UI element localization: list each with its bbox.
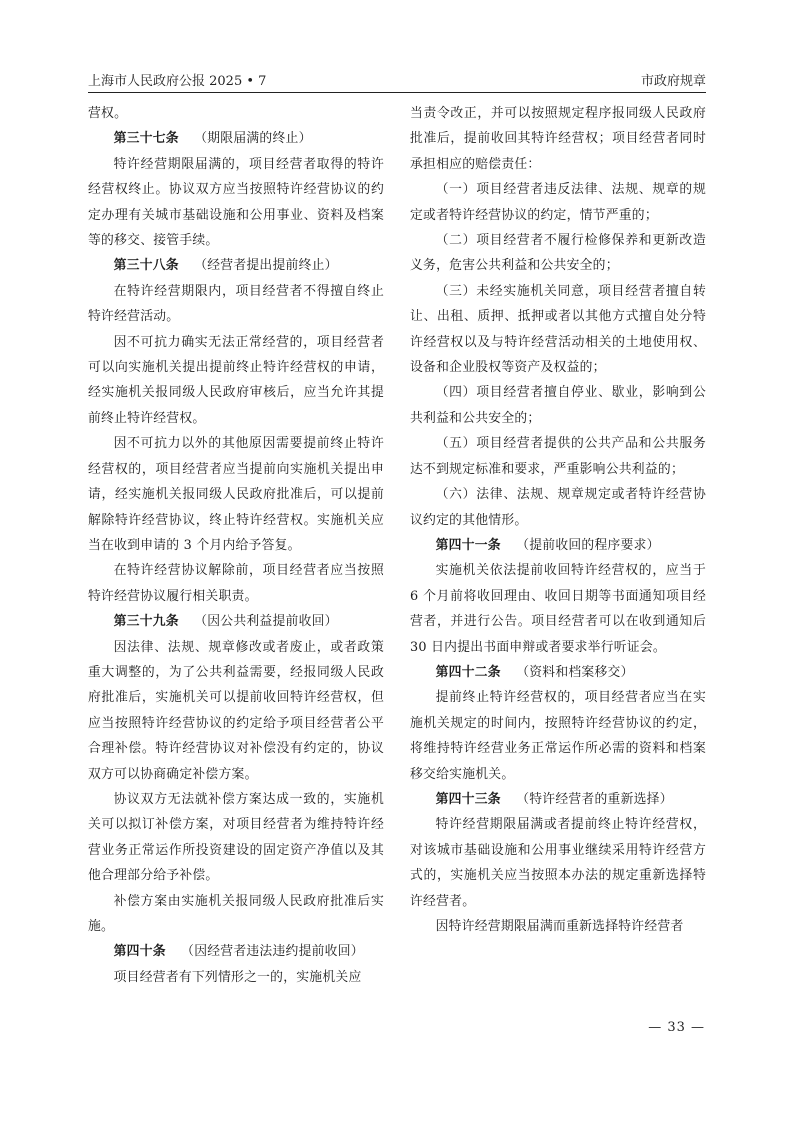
article-title: （特许经营者的重新选择）	[516, 791, 673, 807]
article-heading	[88, 609, 384, 634]
paragraph: 特许经营期限届满或者提前终止特许经营权，对该城市基础设施和公用事业继续采用特许经营方式的，实施机关应当按照本办法的规定重新选择特许经营者。	[410, 817, 706, 909]
paragraph: （一）项目经营者违反法律、法规、规章的规定或者特许经营协议的约定，情节严重的；	[410, 182, 706, 223]
paragraph: 因不可抗力确实无法正常经营的，项目经营者可以向实施机关提出提前终止特许经营权的申请，经实施机关报同级人民政府审核后，应当允许其提前终止特许经营权。	[88, 334, 384, 426]
paragraph: 项目经营者有下列情形之一的，实施机关应	[113, 969, 362, 985]
page-header	[88, 66, 706, 88]
article-title: （因经营者违法违约提前收回）	[181, 944, 364, 960]
article-title: （期限届满的终止）	[194, 131, 312, 147]
article-title: （因公共利益提前收回）	[194, 614, 338, 630]
section-title: 市政府规章	[640, 74, 706, 89]
paragraph: 在特许经营协议解除前，项目经营者应当按照特许经营协议履行相关职责。	[88, 563, 384, 604]
paragraph: 补偿方案由实施机关报同级人民政府批准后实施。	[88, 893, 384, 934]
paragraph: （三）未经实施机关同意，项目经营者擅自转让、出租、质押、抵押或者以其他方式擅自处分特许经营权以及与特许经营活动相关的土地使用权、设备和企业股权等资产及权益的；	[410, 283, 706, 376]
article-number: 第四十一条	[435, 537, 501, 553]
paragraph: （二）项目经营者不履行检修保养和更新改造义务，危害公共利益和公共安全的；	[410, 233, 706, 274]
article-heading	[88, 939, 384, 964]
paragraph: （六）法律、法规、规章规定或者特许经营协议约定的其他情形。	[410, 487, 706, 528]
page-number: — 33 —	[648, 1020, 705, 1035]
article-title: （提前收回的程序要求）	[516, 537, 660, 553]
continued-paragraph: 当责令改正，并可以按照规定程序报同级人民政府批准后，提前收回其特许经营权；项目经营者同时承担相应的赔偿责任：	[410, 106, 706, 172]
right-column	[410, 101, 706, 939]
paragraph: 在特许经营期限内，项目经营者不得擅自终止特许经营活动。	[88, 283, 384, 325]
header-divider	[88, 92, 706, 93]
article-number: 第四十三条	[435, 791, 501, 807]
paragraph: 因不可抗力以外的其他原因需要提前终止特许经营权的，项目经营者应当提前向实施机关提出申请，经实施机关报同级人民政府批准后，可以提前解除特许经营协议，终止特许经营权。实施机关应当在收到申请的 3 个月内给予答复。	[88, 436, 384, 553]
paragraph: （四）项目经营者擅自停业、歇业，影响到公共利益和公共安全的；	[410, 385, 706, 426]
article-number: 第四十二条	[435, 664, 501, 680]
article-heading	[410, 660, 706, 685]
article-title: （经营者提出提前终止）	[194, 258, 338, 274]
article-heading	[88, 253, 384, 278]
continued-paragraph: 营权。	[88, 106, 128, 121]
paragraph: （五）项目经营者提供的公共产品和公共服务达不到规定标准和要求，严重影响公共利益的；	[410, 436, 706, 477]
article-title: （资料和档案移交）	[516, 664, 634, 680]
article-heading	[410, 787, 706, 812]
article-number: 第三十八条	[113, 258, 179, 274]
paragraph: 特许经营期限届满的，项目经营者取得的特许经营权终止。协议双方应当按照特许经营协议的约定办理有关城市基础设施和公用事业、资料及档案等的移交、接管手续。	[88, 156, 384, 249]
article-heading	[88, 126, 384, 151]
paragraph: 提前终止特许经营权的，项目经营者应当在实施机关规定的时间内，按照特许经营协议的约定，将维持特许经营业务正常运作所必需的资料和档案移交给实施机关。	[410, 690, 706, 782]
paragraph: 因法律、法规、规章修改或者废止，或者政策重大调整的，为了公共利益需要，经报同级人民政府批准后，实施机关可以提前收回特许经营权，但应当按照特许经营协议的约定给予项目经营者公平合理补偿。特许经营协议对补偿没有约定的，协议双方可以协商确定补偿方案。	[88, 639, 384, 782]
article-number: 第三十七条	[113, 131, 179, 147]
paragraph: 实施机关依法提前收回特许经营权的，应当于 6 个月前将收回理由、收回日期等书面通知项目经营者，并进行公告。项目经营者可以在收到通知后 30 日内提出书面申辩或者要求举行听证会。	[410, 563, 706, 655]
left-column	[88, 101, 384, 990]
article-number: 第三十九条	[113, 614, 179, 630]
paragraph: 因特许经营期限届满而重新选择特许经营者	[435, 919, 684, 934]
paragraph: 协议双方无法就补偿方案达成一致的，实施机关可以拟订补偿方案，对项目经营者为维持特许经营业务正常运作所投资建设的固定资产净值以及其他合理部分给予补偿。	[88, 791, 384, 884]
article-heading	[410, 533, 706, 558]
publication-title: 上海市人民政府公报 2025 • 7	[88, 74, 267, 89]
article-number: 第四十条	[113, 944, 166, 960]
